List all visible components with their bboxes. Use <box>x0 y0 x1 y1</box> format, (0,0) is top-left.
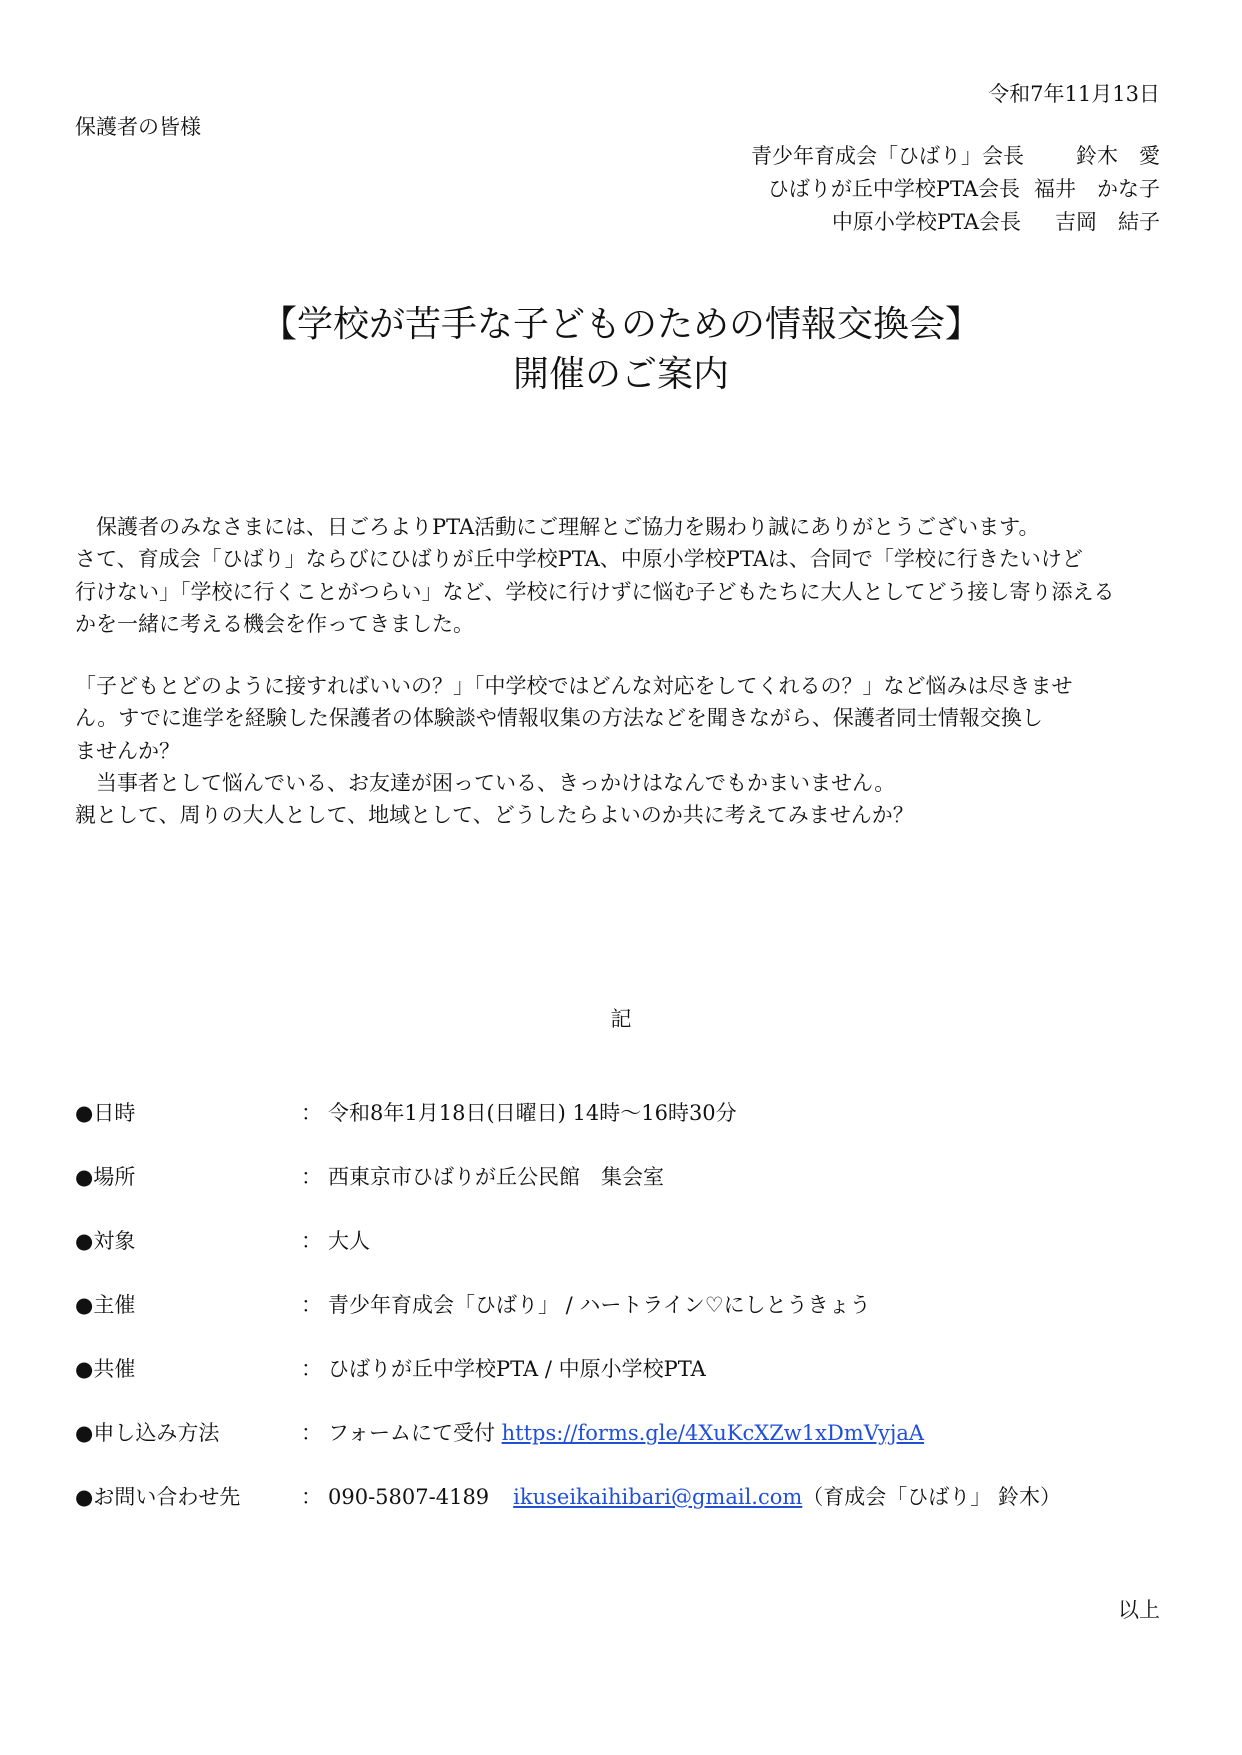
body-text <box>75 511 1175 832</box>
sender-line <box>751 140 1160 173</box>
title-line-1: 【学校が苦手な子どものための情報交換会】 <box>260 304 981 345</box>
detail-value: 令和8年1月18日(日曜日) 14時～16時30分 <box>328 1101 737 1125</box>
detail-label: ●対象 <box>75 1229 136 1253</box>
detail-value: 青少年育成会「ひばり」 / ハートライン♡にしとうきょう <box>328 1293 871 1317</box>
detail-row-contact <box>75 1481 1175 1545</box>
details-list <box>75 1097 1175 1545</box>
recipient: 保護者の皆様 <box>75 115 201 139</box>
body-line: 親として、周りの大人として、地域として、どうしたらよいのか共に考えてみませんか？ <box>75 803 914 828</box>
detail-value: ひばりが丘中学校PTA / 中原小学校PTA <box>328 1357 706 1381</box>
body-line: 当事者として悩んでいる、お友達が困っている、きっかけはなんでもかまいません。 <box>75 771 896 796</box>
detail-colon: ： <box>301 1357 322 1381</box>
sender-name: 鈴木 愛 <box>1076 144 1160 168</box>
detail-row-organizer <box>75 1289 1175 1353</box>
body-line: さて、育成会「ひばり」ならびにひばりが丘中学校PTA、中原小学校PTAは、合同で「学校に行きたいけど <box>75 547 1083 572</box>
ki-heading: 記 <box>610 1007 632 1031</box>
detail-value <box>328 1417 924 1447</box>
sender-org: 青少年育成会「ひばり」会長 <box>751 144 1024 168</box>
body-line: 保護者のみなさまには、日ごろよりPTA活動にご理解とご協力を賜わり誠にありがとうございます。 <box>75 515 1040 539</box>
senders-block <box>751 140 1160 239</box>
detail-value: 大人 <box>328 1229 370 1253</box>
detail-value: 西東京市ひばりが丘公民館 集会室 <box>328 1165 664 1189</box>
detail-label: ●場所 <box>75 1165 136 1189</box>
detail-colon: ： <box>301 1485 322 1509</box>
detail-colon: ： <box>301 1293 322 1317</box>
detail-label: ●主催 <box>75 1293 136 1317</box>
sender-org: 中原小学校PTA会長 <box>831 210 1021 234</box>
contact-note: （育成会「ひばり」 鈴木） <box>802 1485 1061 1509</box>
sender-name: 吉岡 結子 <box>1055 210 1160 234</box>
document-title <box>0 300 1242 400</box>
detail-label: ●共催 <box>75 1357 136 1381</box>
detail-row-datetime <box>75 1097 1175 1161</box>
detail-value <box>328 1481 1061 1511</box>
sender-line <box>751 206 1160 239</box>
body-line: 行けない」「学校に行くことがつらい」など、学校に行けずに悩む子どもたちに大人としてどう接し寄り添える <box>75 579 1115 604</box>
body-line: かを一緒に考える機会を作ってきました。 <box>75 611 474 636</box>
closing-mark: 以上 <box>1118 1598 1160 1622</box>
detail-row-cosponsor <box>75 1353 1175 1417</box>
detail-label: ●お問い合わせ先 <box>75 1485 241 1509</box>
detail-row-apply <box>75 1417 1175 1481</box>
issue-date: 令和7年11月13日 <box>988 82 1160 106</box>
detail-label: ●日時 <box>75 1101 136 1125</box>
detail-row-target <box>75 1225 1175 1289</box>
contact-phone: 090-5807-4189 <box>328 1485 490 1509</box>
sender-org: ひばりが丘中学校PTA会長 <box>767 177 1020 201</box>
form-link[interactable]: https://forms.gle/4XuKcXZw1xDmVyjaA <box>501 1421 925 1445</box>
detail-row-place <box>75 1161 1175 1225</box>
sender-name: 福井 かな子 <box>1034 177 1160 201</box>
body-line: 「子どもとどのように接すればいいの？」「中学校ではどんな対応をしてくれるの？」など悩みは尽きませ <box>75 674 1073 699</box>
apply-method-text: フォームにて受付 <box>328 1421 502 1445</box>
paragraph-gap <box>75 640 1175 670</box>
title-line-2: 開催のご案内 <box>512 354 729 395</box>
detail-colon: ： <box>301 1421 322 1445</box>
detail-colon: ： <box>301 1101 322 1125</box>
detail-colon: ： <box>301 1229 322 1253</box>
detail-colon: ： <box>301 1165 322 1189</box>
sender-line <box>751 173 1160 206</box>
detail-label: ●申し込み方法 <box>75 1421 220 1445</box>
body-line: ませんか？ <box>75 738 180 763</box>
contact-email-link[interactable]: ikuseikaihibari@gmail.com <box>513 1485 803 1509</box>
body-line: ん。すでに進学を経験した保護者の体験談や情報収集の方法などを聞きながら、保護者同士情報交換し <box>75 706 1043 731</box>
